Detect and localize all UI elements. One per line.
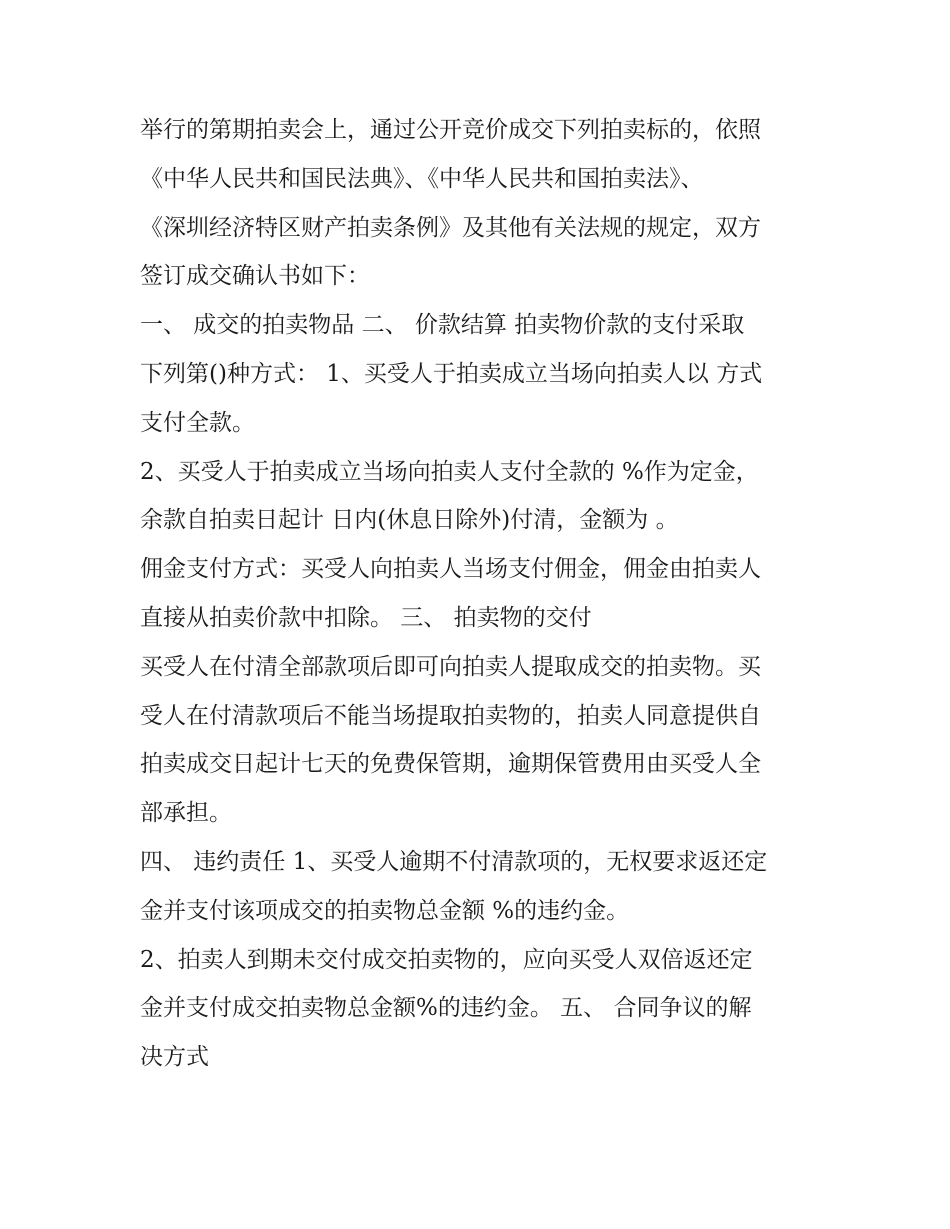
text-line: 金并支付成交拍卖物总金额%的违约金。 五、 合同争议的解 bbox=[140, 995, 752, 1022]
text-line: 《深圳经济特区财产拍卖条例》及其他有关法规的规定，双方 bbox=[140, 214, 761, 241]
paragraph-commission bbox=[140, 545, 820, 643]
text-line: 决方式 bbox=[140, 1044, 209, 1071]
paragraph-breach-auctioneer bbox=[140, 936, 820, 1082]
text-line: 余款自拍卖日起计 日内(休息日除外)付清，金额为 。 bbox=[140, 507, 679, 534]
text-line: 买受人在付清全部款项后即可向拍卖人提取成交的拍卖物。买 bbox=[140, 653, 761, 680]
text-line: 2、拍卖人到期未交付成交拍卖物的，应向买受人双倍返还定 bbox=[140, 946, 753, 973]
text-line: 一、 成交的拍卖物品 二、 价款结算 拍卖物价款的支付采取 bbox=[140, 312, 745, 339]
text-line: 举行的第期拍卖会上，通过公开竞价成交下列拍卖标的，依照 bbox=[140, 117, 761, 143]
text-line: 佣金支付方式：买受人向拍卖人当场支付佣金，佣金由拍卖人 bbox=[140, 556, 761, 583]
paragraph-deposit bbox=[140, 448, 820, 546]
text-line: 下列第()种方式： 1、买受人于拍卖成立当场向拍卖人以 方式 bbox=[140, 360, 763, 387]
paragraph-delivery bbox=[140, 643, 820, 838]
text-line: 《中华人民共和国民法典》、《中华人民共和国拍卖法》、 bbox=[140, 165, 704, 192]
text-line: 金并支付该项成交的拍卖物总金额 %的违约金。 bbox=[140, 897, 630, 924]
text-line: 签订成交确认书如下： bbox=[140, 263, 370, 290]
text-line: 部承担。 bbox=[140, 800, 232, 827]
paragraph-items-and-payment bbox=[140, 301, 820, 447]
text-line: 受人在付清款项后不能当场提取拍卖物的，拍卖人同意提供自 bbox=[140, 702, 761, 729]
paragraph-intro bbox=[140, 106, 820, 301]
text-line: 拍卖成交日起计七天的免费保管期，逾期保管费用由买受人全 bbox=[140, 751, 761, 778]
document-body bbox=[140, 106, 820, 1082]
paragraph-breach-buyer bbox=[140, 838, 820, 936]
text-line: 支付全款。 bbox=[140, 409, 255, 436]
text-line: 2、买受人于拍卖成立当场向拍卖人支付全款的 %作为定金， bbox=[140, 458, 759, 485]
text-line: 直接从拍卖价款中扣除。 三、 拍卖物的交付 bbox=[140, 604, 592, 631]
text-line: 四、 违约责任 1、买受人逾期不付清款项的，无权要求返还定 bbox=[140, 848, 768, 875]
